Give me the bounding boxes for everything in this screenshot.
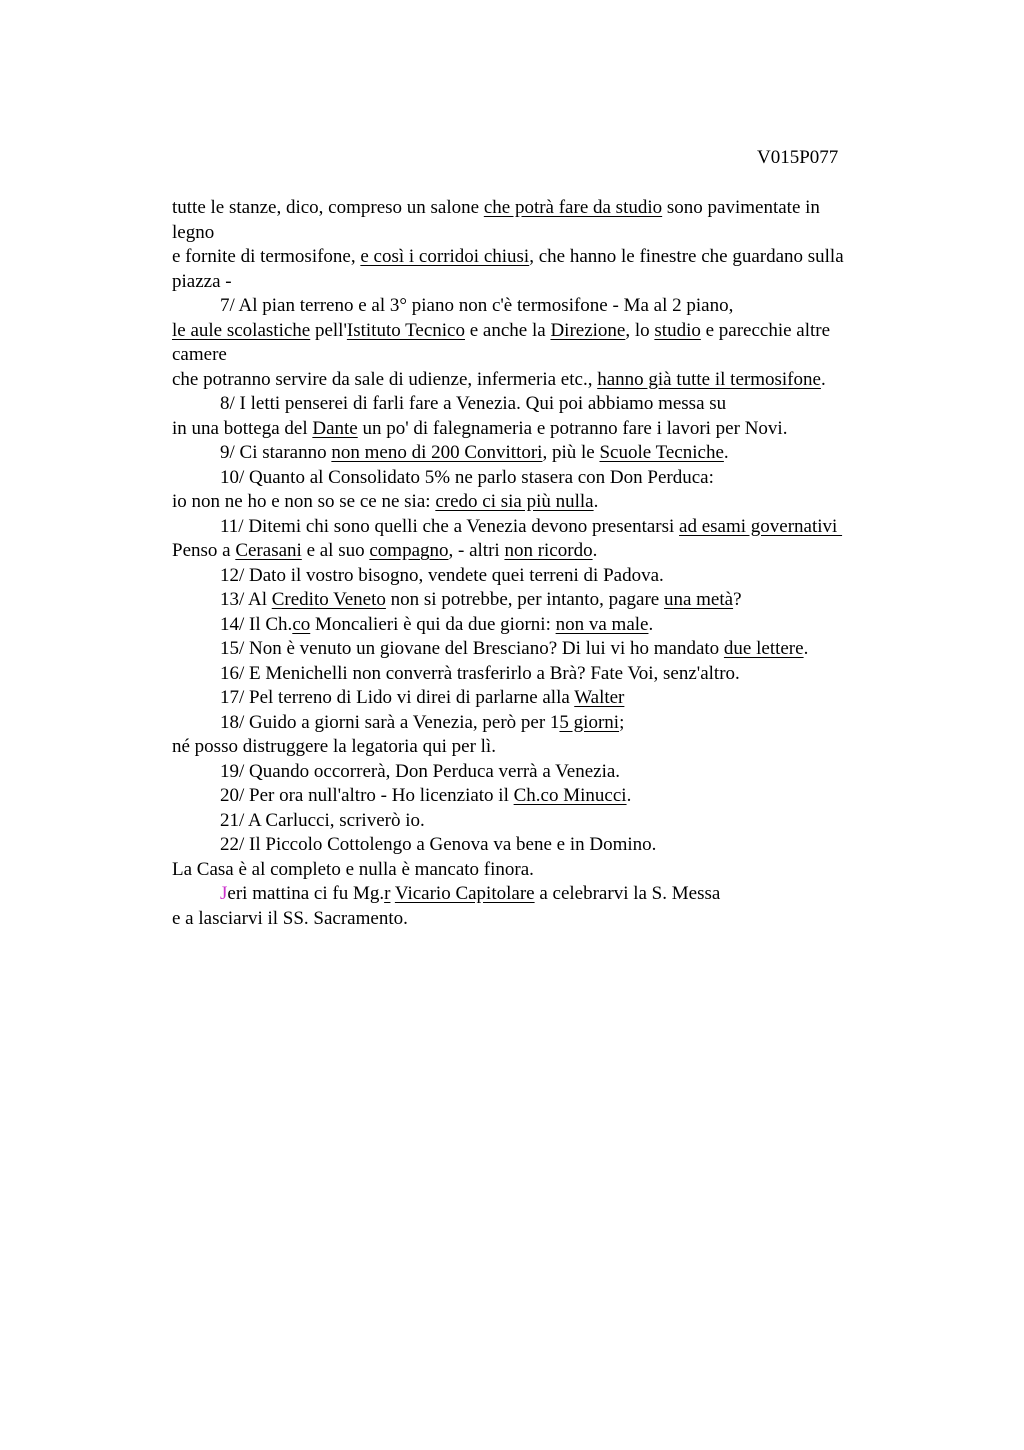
text-segment: . — [803, 638, 809, 659]
text-segment: e a lasciarvi il SS. Sacramento. — [172, 907, 408, 929]
text-line — [172, 466, 912, 491]
underlined-text: Vicario Capitolare — [394, 883, 535, 904]
underlined-text: Walter — [574, 687, 625, 708]
text-line — [172, 613, 912, 638]
underlined-text: Dante — [312, 417, 358, 439]
text-line — [172, 515, 912, 540]
underlined-text: non meno di 200 Convittori — [331, 442, 543, 463]
text-segment: La Casa è al completo e nulla è mancato finora. — [172, 858, 534, 880]
text-line — [172, 343, 912, 368]
underlined-text: non va male — [555, 613, 649, 635]
underlined-text: non ricordo — [504, 540, 593, 561]
text-segment: . — [626, 785, 632, 806]
page-code: V015P077 — [757, 147, 839, 168]
text-segment: 7/ Al pian terreno e al 3° piano non c'è termosifone - Ma al 2 piano, — [220, 295, 734, 316]
text-segment: pell' — [310, 319, 347, 341]
text-line — [172, 637, 912, 662]
underlined-text: ad esami governativi — [679, 515, 843, 537]
text-segment: 13/ Al — [220, 589, 272, 610]
text-segment: 11/ Ditemi chi sono quelli che a Venezia devono presentarsi — [220, 515, 680, 537]
text-segment: e anche la — [465, 319, 551, 341]
text-segment: . — [592, 540, 598, 561]
text-line — [172, 196, 912, 221]
text-segment: Moncalieri è qui da due giorni: — [310, 613, 556, 635]
text-line — [172, 735, 912, 760]
text-segment: camere — [172, 344, 227, 365]
underlined-text: co — [292, 613, 311, 635]
underlined-text: credo ci sia più nulla — [435, 491, 594, 512]
text-line — [172, 392, 912, 417]
text-segment: un po' di falegnameria e potranno fare i lavori per Novi. — [357, 417, 788, 439]
text-segment: , più le — [542, 442, 600, 463]
text-segment: a celebrarvi la S. Messa — [534, 883, 721, 904]
underlined-text: Ch.co Minucci — [513, 785, 627, 806]
text-segment: . — [593, 491, 599, 512]
text-line — [172, 294, 912, 319]
text-line — [172, 588, 912, 613]
text-segment: Penso a — [172, 540, 236, 561]
text-segment: 17/ Pel terreno di Lido vi direi di parlarne alla — [220, 687, 575, 708]
text-segment: piazza - — [172, 270, 232, 292]
underlined-text: due lettere — [723, 638, 804, 659]
text-segment: . — [648, 613, 654, 635]
text-line — [172, 245, 912, 270]
underlined-text: compagno — [369, 540, 449, 561]
underlined-text: Credito Veneto — [271, 589, 386, 610]
text-segment: 15/ Non è venuto un giovane del Bresciano? Di lui vi ho mandato — [220, 638, 724, 659]
underlined-text: le aule scolastiche — [172, 319, 311, 341]
text-line — [172, 833, 912, 858]
text-line — [172, 662, 912, 687]
text-segment: 14/ Il Ch. — [220, 613, 293, 635]
text-segment: . — [723, 442, 729, 463]
underlined-text: hanno già tutte il termosifone — [597, 368, 821, 390]
underlined-text: una metà — [663, 589, 734, 610]
text-segment: e al suo — [301, 540, 370, 561]
text-segment: 20/ Per ora null'altro - Ho licenziato il — [220, 785, 514, 806]
text-segment: 12/ Dato il vostro bisogno, vendete quei terreni di Padova. — [220, 564, 664, 586]
text-line — [172, 858, 912, 883]
text-segment: io non ne ho e non so se ce ne sia: — [172, 491, 436, 512]
text-segment: , che hanno le finestre che guardano sulla — [529, 246, 844, 267]
highlighted-letter: J — [220, 883, 228, 904]
text-line — [172, 490, 912, 515]
text-line — [172, 441, 912, 466]
text-segment: 10/ Quanto al Consolidato 5% ne parlo stasera con Don Perduca: — [220, 466, 714, 488]
text-line — [172, 539, 912, 564]
text-line — [172, 368, 912, 393]
text-segment: 8/ I letti penserei di farli fare a Venezia. Qui poi abbiamo messa su — [220, 393, 727, 414]
text-segment: che potranno servire da sale di udienze, infermeria etc., — [172, 368, 598, 390]
underlined-text: 5 giorni — [559, 711, 620, 733]
text-line — [172, 686, 912, 711]
text-line — [172, 270, 912, 295]
text-segment: non si potrebbe, per intanto, pagare — [385, 589, 664, 610]
text-segment: tutte le stanze, dico, compreso un salone — [172, 197, 484, 218]
underlined-text: Scuole Tecniche — [599, 442, 724, 463]
text-line — [172, 760, 912, 785]
text-segment: 22/ Il Piccolo Cottolengo a Genova va bene e in Domino. — [220, 834, 657, 855]
text-segment: ? — [733, 589, 742, 610]
underlined-text: Cerasani — [235, 540, 302, 561]
text-segment: 21/ A Carlucci, scriverò io. — [220, 809, 425, 831]
underlined-text: e così i corridoi chiusi — [360, 246, 530, 267]
text-line — [172, 564, 912, 589]
text-segment: legno — [172, 221, 215, 243]
text-segment: 18/ Guido a giorni sarà a Venezia, però per 1 — [220, 711, 560, 733]
text-segment: 9/ Ci staranno — [220, 442, 332, 463]
underlined-text: studio — [654, 319, 701, 341]
text-segment: , lo — [625, 319, 655, 341]
text-segment: , - altri — [448, 540, 505, 561]
text-segment: 19/ Quando occorrerà, Don Perduca verrà a Venezia. — [220, 760, 621, 782]
text-line — [172, 809, 912, 834]
text-segment: e parecchie altre — [700, 319, 831, 341]
underlined-text: Direzione — [550, 319, 626, 341]
text-segment: ; — [619, 711, 625, 733]
text-line — [172, 784, 912, 809]
text-segment: e fornite di termosifone, — [172, 246, 361, 267]
text-line — [172, 907, 912, 932]
text-line — [172, 882, 912, 907]
text-segment: . — [820, 368, 826, 390]
text-segment: in una bottega del — [172, 417, 313, 439]
text-line — [172, 221, 912, 246]
text-segment: sono pavimentate in — [662, 197, 820, 218]
text-segment: eri mattina ci fu Mg. — [227, 883, 385, 904]
text-line — [172, 319, 912, 344]
text-line — [172, 711, 912, 736]
text-line — [172, 417, 912, 442]
underlined-text: r — [384, 883, 391, 904]
letter-body — [172, 196, 912, 931]
underlined-text: che potrà fare da studio — [483, 197, 663, 218]
underlined-text: Istituto Tecnico — [346, 319, 465, 341]
text-segment: né posso distruggere la legatoria qui per lì. — [172, 736, 496, 757]
text-segment: 16/ E Menichelli non converrà trasferirlo a Brà? Fate Voi, senz'altro. — [220, 662, 740, 684]
